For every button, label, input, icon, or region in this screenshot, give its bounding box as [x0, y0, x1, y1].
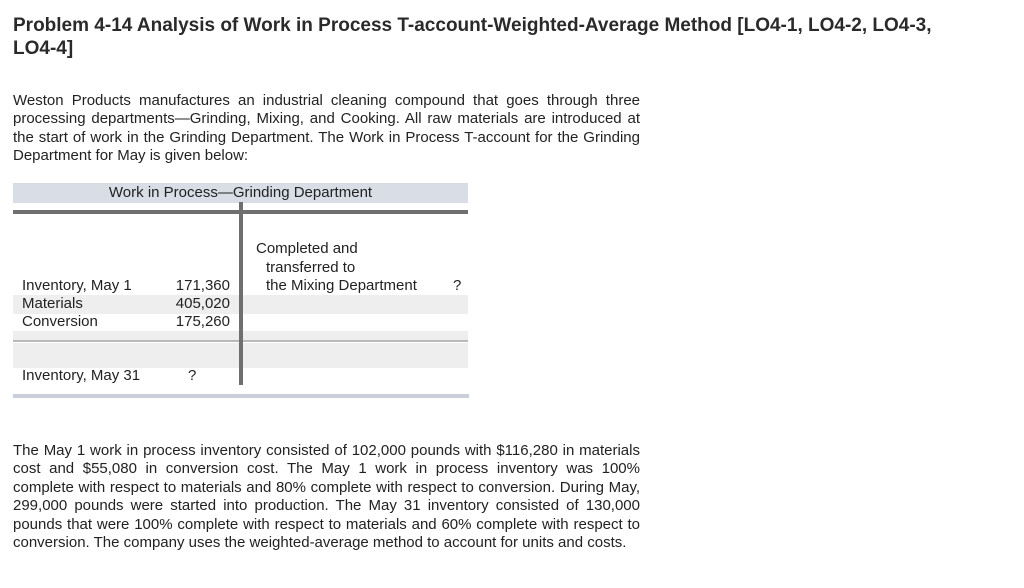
debit-label-materials: Materials: [22, 295, 83, 312]
t-account-bottom-rule: [13, 394, 469, 398]
debit-amount-inventory-may-1: 171,360: [175, 277, 230, 294]
debit-amount-materials: 405,020: [175, 295, 230, 312]
problem-title: Problem 4-14 Analysis of Work in Process T-account-Weighted-Average Method [LO4-1, LO4-2, LO4-3, LO4-4]: [13, 15, 932, 59]
credit-amount: ?: [453, 277, 462, 294]
t-account-vertical-rule: [239, 202, 243, 385]
credit-label-line-2: transferred to: [266, 259, 356, 276]
ending-inventory-label: Inventory, May 31: [22, 367, 141, 384]
credit-label-line-3: the Mixing Department: [266, 277, 417, 294]
t-account: [13, 183, 469, 399]
closing-paragraph: The May 1 work in process inventory consisted of 102,000 pounds with $116,280 in materials cost and $55,080 in conversion cost. The May 1 work in process inventory was 100% complete with respect to materials and 80% complete with respect to conversion. During May, 299,000 pounds were started into production. The May 31 inventory consisted of 130,000 pounds that were 100% complete with respect to materials and 60% complete with respect to conversion. The company uses the weighted-average method to account for units and costs.: [13, 442, 640, 552]
debit-label-inventory-may-1: Inventory, May 1: [22, 277, 132, 294]
intro-paragraph: Weston Products manufactures an industrial cleaning compound that goes through three processing departments—Grinding, Mixing, and Cooking. All raw materials are introduced at the start of work in the Grinding Department. The Work in Process T-account for the Grinding Department for May is given below:: [13, 92, 640, 165]
credit-label-line-1: Completed and: [256, 240, 358, 257]
t-account-title: Work in Process—Grinding Department: [108, 184, 373, 201]
ending-inventory-amount: ?: [188, 367, 197, 384]
t-account-header: [13, 183, 468, 203]
debit-label-conversion: Conversion: [22, 313, 98, 330]
debit-amount-conversion: 175,260: [175, 313, 230, 330]
